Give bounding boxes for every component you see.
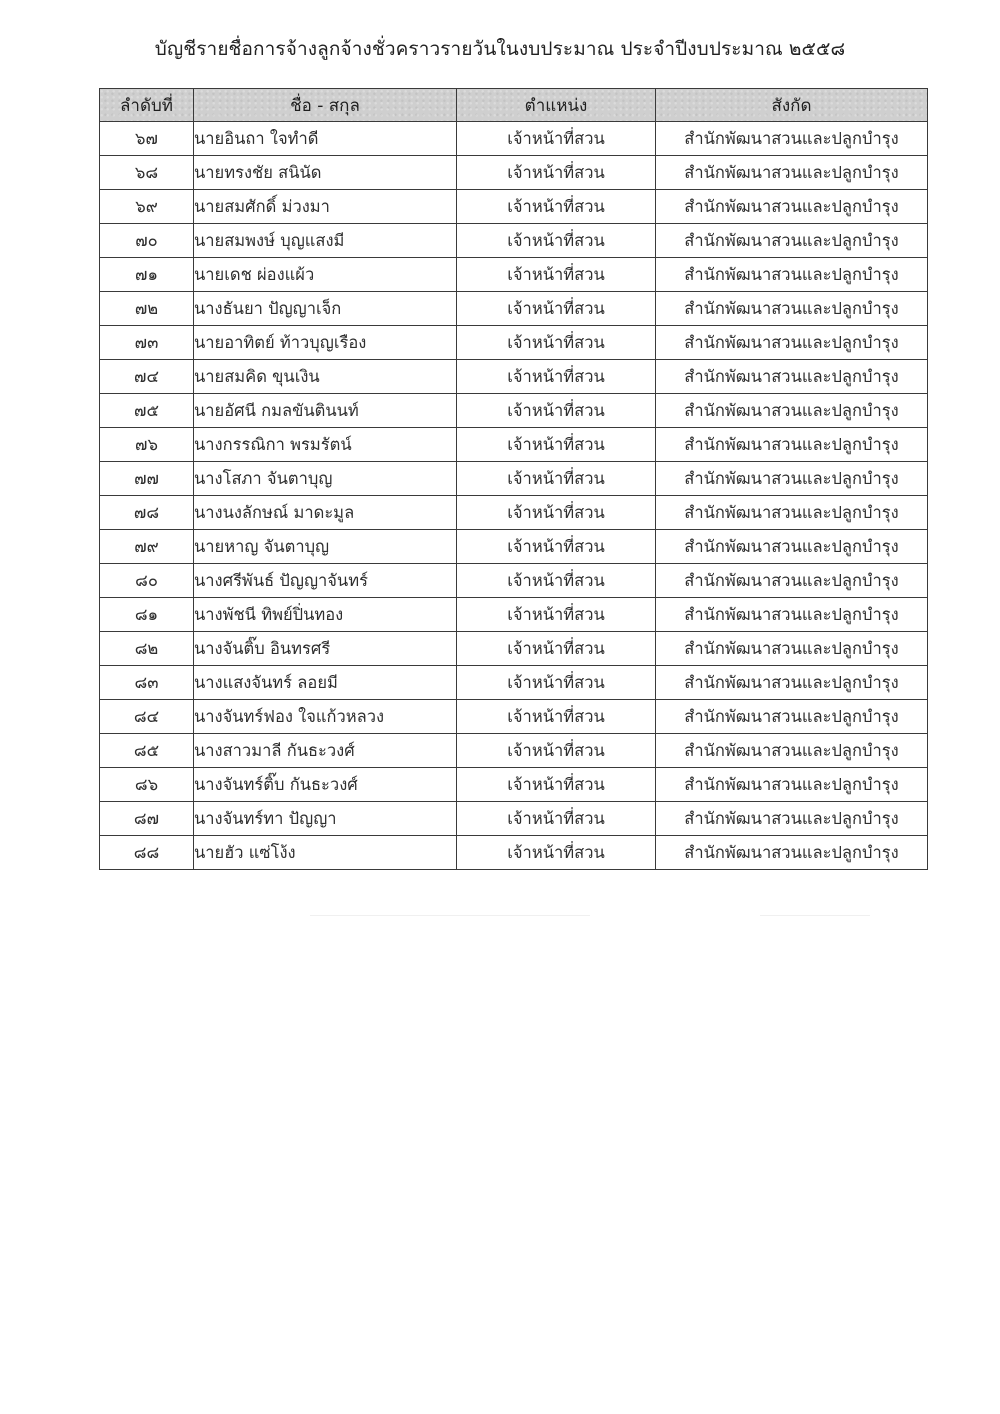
table-row <box>100 734 928 768</box>
table-row <box>100 564 928 598</box>
row-sequence-number: ๗๑ <box>100 258 194 292</box>
scan-artifact-line <box>760 915 870 916</box>
row-sequence-number: ๗๐ <box>100 224 194 258</box>
row-full-name: นางจันทร์ฟอง ใจแก้วหลวง <box>194 700 457 734</box>
row-full-name: นางพัชนี ทิพย์ปิ่นทอง <box>194 598 457 632</box>
row-department: สำนักพัฒนาสวนและปลูกบำรุง <box>656 394 928 428</box>
table-row <box>100 428 928 462</box>
row-department: สำนักพัฒนาสวนและปลูกบำรุง <box>656 156 928 190</box>
row-sequence-number: ๘๔ <box>100 700 194 734</box>
table-row <box>100 326 928 360</box>
row-position: เจ้าหน้าที่สวน <box>457 802 656 836</box>
row-full-name: นายทรงชัย สนินัด <box>194 156 457 190</box>
row-sequence-number: ๖๙ <box>100 190 194 224</box>
row-department: สำนักพัฒนาสวนและปลูกบำรุง <box>656 734 928 768</box>
table-row <box>100 156 928 190</box>
row-department: สำนักพัฒนาสวนและปลูกบำรุง <box>656 666 928 700</box>
row-position: เจ้าหน้าที่สวน <box>457 530 656 564</box>
table-header <box>100 89 928 122</box>
row-sequence-number: ๘๑ <box>100 598 194 632</box>
row-sequence-number: ๘๕ <box>100 734 194 768</box>
table-row <box>100 394 928 428</box>
row-sequence-number: ๗๖ <box>100 428 194 462</box>
row-full-name: นายฮัว แซ่โง้ง <box>194 836 457 870</box>
row-department: สำนักพัฒนาสวนและปลูกบำรุง <box>656 530 928 564</box>
row-full-name: นางสาวมาลี กันธะวงศ์ <box>194 734 457 768</box>
row-sequence-number: ๘๘ <box>100 836 194 870</box>
table-row <box>100 360 928 394</box>
row-full-name: นางศรีพันธ์ ปัญญาจันทร์ <box>194 564 457 598</box>
row-sequence-number: ๖๘ <box>100 156 194 190</box>
row-position: เจ้าหน้าที่สวน <box>457 224 656 258</box>
row-full-name: นางจันติ๊บ อินทรศรี <box>194 632 457 666</box>
table-row <box>100 802 928 836</box>
row-department: สำนักพัฒนาสวนและปลูกบำรุง <box>656 598 928 632</box>
row-department: สำนักพัฒนาสวนและปลูกบำรุง <box>656 428 928 462</box>
row-position: เจ้าหน้าที่สวน <box>457 326 656 360</box>
table-row <box>100 836 928 870</box>
row-department: สำนักพัฒนาสวนและปลูกบำรุง <box>656 326 928 360</box>
header-full-name: ชื่อ - สกุล <box>194 89 457 122</box>
row-sequence-number: ๘๐ <box>100 564 194 598</box>
header-row <box>100 89 928 122</box>
row-position: เจ้าหน้าที่สวน <box>457 496 656 530</box>
table-row <box>100 700 928 734</box>
table-row <box>100 632 928 666</box>
row-position: เจ้าหน้าที่สวน <box>457 428 656 462</box>
row-department: สำนักพัฒนาสวนและปลูกบำรุง <box>656 802 928 836</box>
row-department: สำนักพัฒนาสวนและปลูกบำรุง <box>656 360 928 394</box>
row-full-name: นายอินถา ใจทำดี <box>194 122 457 156</box>
row-department: สำนักพัฒนาสวนและปลูกบำรุง <box>656 224 928 258</box>
row-position: เจ้าหน้าที่สวน <box>457 292 656 326</box>
row-department: สำนักพัฒนาสวนและปลูกบำรุง <box>656 700 928 734</box>
row-position: เจ้าหน้าที่สวน <box>457 734 656 768</box>
row-sequence-number: ๗๘ <box>100 496 194 530</box>
employee-roster-table <box>99 88 928 870</box>
row-position: เจ้าหน้าที่สวน <box>457 666 656 700</box>
row-position: เจ้าหน้าที่สวน <box>457 700 656 734</box>
document-title: บัญชีรายชื่อการจ้างลูกจ้างชั่วคราวรายวันในงบประมาณ ประจำปีงบประมาณ ๒๕๕๘ <box>154 38 846 60</box>
row-department: สำนักพัฒนาสวนและปลูกบำรุง <box>656 768 928 802</box>
row-department: สำนักพัฒนาสวนและปลูกบำรุง <box>656 632 928 666</box>
row-position: เจ้าหน้าที่สวน <box>457 258 656 292</box>
row-full-name: นายหาญ จันตาบุญ <box>194 530 457 564</box>
table-row <box>100 496 928 530</box>
row-full-name: นางโสภา จันตาบุญ <box>194 462 457 496</box>
row-department: สำนักพัฒนาสวนและปลูกบำรุง <box>656 292 928 326</box>
row-department: สำนักพัฒนาสวนและปลูกบำรุง <box>656 258 928 292</box>
row-full-name: นายสมคิด ขุนเงิน <box>194 360 457 394</box>
table-row <box>100 530 928 564</box>
row-sequence-number: ๘๖ <box>100 768 194 802</box>
row-sequence-number: ๘๗ <box>100 802 194 836</box>
row-position: เจ้าหน้าที่สวน <box>457 836 656 870</box>
row-sequence-number: ๘๓ <box>100 666 194 700</box>
row-full-name: นายสมศักดิ์ ม่วงมา <box>194 190 457 224</box>
row-position: เจ้าหน้าที่สวน <box>457 462 656 496</box>
row-position: เจ้าหน้าที่สวน <box>457 394 656 428</box>
row-sequence-number: ๗๓ <box>100 326 194 360</box>
row-position: เจ้าหน้าที่สวน <box>457 122 656 156</box>
row-full-name: นายสมพงษ์ บุญแสงมี <box>194 224 457 258</box>
table-row <box>100 190 928 224</box>
row-sequence-number: ๗๔ <box>100 360 194 394</box>
row-full-name: นางธันยา ปัญญาเจ็ก <box>194 292 457 326</box>
row-full-name: นางจันทร์ทา ปัญญา <box>194 802 457 836</box>
table-row <box>100 462 928 496</box>
row-position: เจ้าหน้าที่สวน <box>457 156 656 190</box>
header-position: ตำแหน่ง <box>457 89 656 122</box>
header-department: สังกัด <box>656 89 928 122</box>
row-full-name: นางนงลักษณ์ มาดะมูล <box>194 496 457 530</box>
row-sequence-number: ๗๒ <box>100 292 194 326</box>
table-row <box>100 666 928 700</box>
row-position: เจ้าหน้าที่สวน <box>457 190 656 224</box>
row-sequence-number: ๗๕ <box>100 394 194 428</box>
row-position: เจ้าหน้าที่สวน <box>457 360 656 394</box>
row-position: เจ้าหน้าที่สวน <box>457 632 656 666</box>
table-row <box>100 258 928 292</box>
table-row <box>100 598 928 632</box>
row-full-name: นายอัศนี กมลขันตินนท์ <box>194 394 457 428</box>
row-department: สำนักพัฒนาสวนและปลูกบำรุง <box>656 190 928 224</box>
scan-artifact-line <box>310 915 590 916</box>
row-department: สำนักพัฒนาสวนและปลูกบำรุง <box>656 462 928 496</box>
header-sequence-number: ลำดับที่ <box>100 89 194 122</box>
row-sequence-number: ๖๗ <box>100 122 194 156</box>
table-row <box>100 122 928 156</box>
row-sequence-number: ๗๙ <box>100 530 194 564</box>
row-full-name: นางกรรณิกา พรมรัตน์ <box>194 428 457 462</box>
row-sequence-number: ๗๗ <box>100 462 194 496</box>
table-body <box>100 122 928 870</box>
row-department: สำนักพัฒนาสวนและปลูกบำรุง <box>656 496 928 530</box>
row-department: สำนักพัฒนาสวนและปลูกบำรุง <box>656 836 928 870</box>
table-row <box>100 768 928 802</box>
row-sequence-number: ๘๒ <box>100 632 194 666</box>
row-position: เจ้าหน้าที่สวน <box>457 564 656 598</box>
row-position: เจ้าหน้าที่สวน <box>457 768 656 802</box>
table-row <box>100 224 928 258</box>
row-department: สำนักพัฒนาสวนและปลูกบำรุง <box>656 564 928 598</box>
row-full-name: นายอาทิตย์ ท้าวบุญเรือง <box>194 326 457 360</box>
row-full-name: นางจันทร์ติ๊บ กันธะวงศ์ <box>194 768 457 802</box>
row-full-name: นางแสงจันทร์ ลอยมี <box>194 666 457 700</box>
row-full-name: นายเดช ผ่องแผ้ว <box>194 258 457 292</box>
table-row <box>100 292 928 326</box>
row-position: เจ้าหน้าที่สวน <box>457 598 656 632</box>
row-department: สำนักพัฒนาสวนและปลูกบำรุง <box>656 122 928 156</box>
